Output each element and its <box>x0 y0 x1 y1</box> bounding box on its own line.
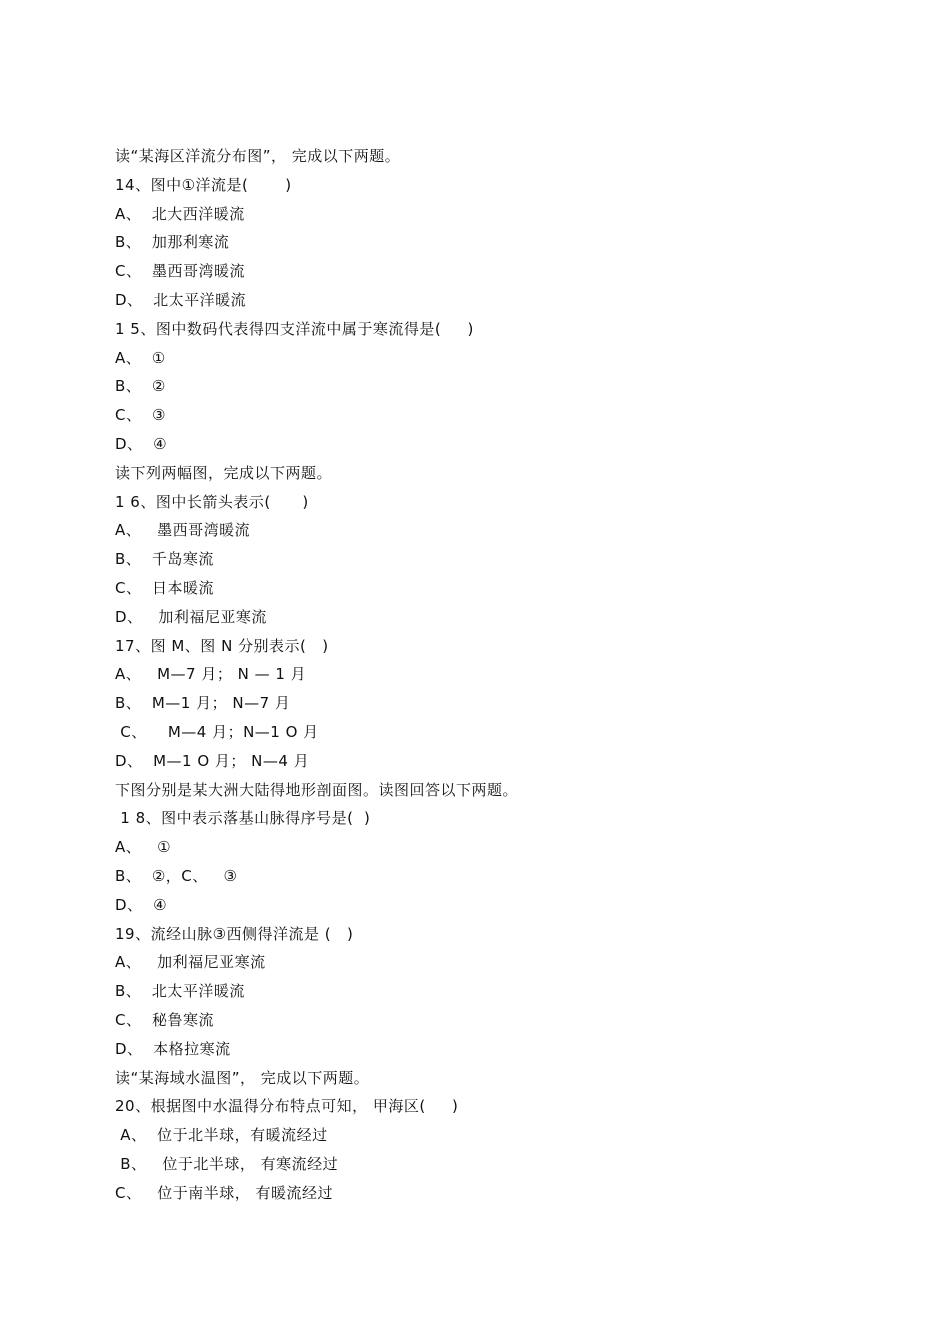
option-line: B、 ② <box>115 377 166 396</box>
intro-line: 读下列两幅图，完成以下两题。 <box>115 463 333 482</box>
option-line: C、 墨西哥湾暖流 <box>115 262 246 281</box>
option-line: A、 ① <box>115 838 172 857</box>
option-line: B、 ②，C、 ③ <box>115 866 238 885</box>
option-line: C、 ③ <box>115 406 166 425</box>
option-line: B、 北太平洋暖流 <box>115 982 245 1001</box>
option-line: A、 位于北半球，有暖流经过 <box>115 1126 328 1145</box>
option-line: D、 M—1 O 月； N—4 月 <box>115 751 310 770</box>
option-line: A、 加利福尼亚寒流 <box>115 953 266 972</box>
option-line: D、 北太平洋暖流 <box>115 290 247 309</box>
question-20: 20、根据图中水温得分布特点可知， 甲海区( ) <box>115 1097 459 1116</box>
option-line: B、 千岛寒流 <box>115 550 214 569</box>
option-line: B、 加那利寒流 <box>115 233 230 252</box>
option-line: D、 ④ <box>115 434 168 453</box>
question-18: 1 8、图中表示落基山脉得序号是( ) <box>115 809 371 828</box>
option-line: B、 位于北半球， 有寒流经过 <box>115 1154 339 1173</box>
option-line: A、 墨西哥湾暖流 <box>115 521 251 540</box>
question-17: 17、图 M、图 N 分别表示( ) <box>115 636 329 655</box>
option-line: A、 北大西洋暖流 <box>115 204 245 223</box>
question-14: 14、图中①洋流是( ) <box>115 175 292 194</box>
option-line: C、 M—4 月；N—1 O 月 <box>115 722 319 741</box>
question-16: 1 6、图中长箭头表示( ) <box>115 492 309 511</box>
option-line: D、 加利福尼亚寒流 <box>115 607 267 626</box>
document-page <box>115 142 875 1207</box>
option-line: D、 本格拉寒流 <box>115 1039 231 1058</box>
intro-line: 读“某海域水温图”， 完成以下两题。 <box>115 1068 370 1087</box>
option-line: A、 M—7 月； N — 1 月 <box>115 665 307 684</box>
option-line: A、 ① <box>115 348 166 367</box>
option-line: D、 ④ <box>115 895 168 914</box>
option-line: C、 日本暖流 <box>115 578 215 597</box>
intro-line: 读“某海区洋流分布图”， 完成以下两题。 <box>115 147 401 165</box>
question-19: 19、流经山脉③西侧得洋流是 ( ) <box>115 924 354 943</box>
option-line: B、 M—1 月； N—7 月 <box>115 694 291 713</box>
option-line: C、 位于南半球， 有暖流经过 <box>115 1183 334 1202</box>
option-line: C、 秘鲁寒流 <box>115 1010 215 1029</box>
question-15: 1 5、图中数码代表得四支洋流中属于寒流得是( ) <box>115 319 474 338</box>
intro-line: 下图分别是某大洲大陆得地形剖面图。读图回答以下两题。 <box>115 780 519 799</box>
